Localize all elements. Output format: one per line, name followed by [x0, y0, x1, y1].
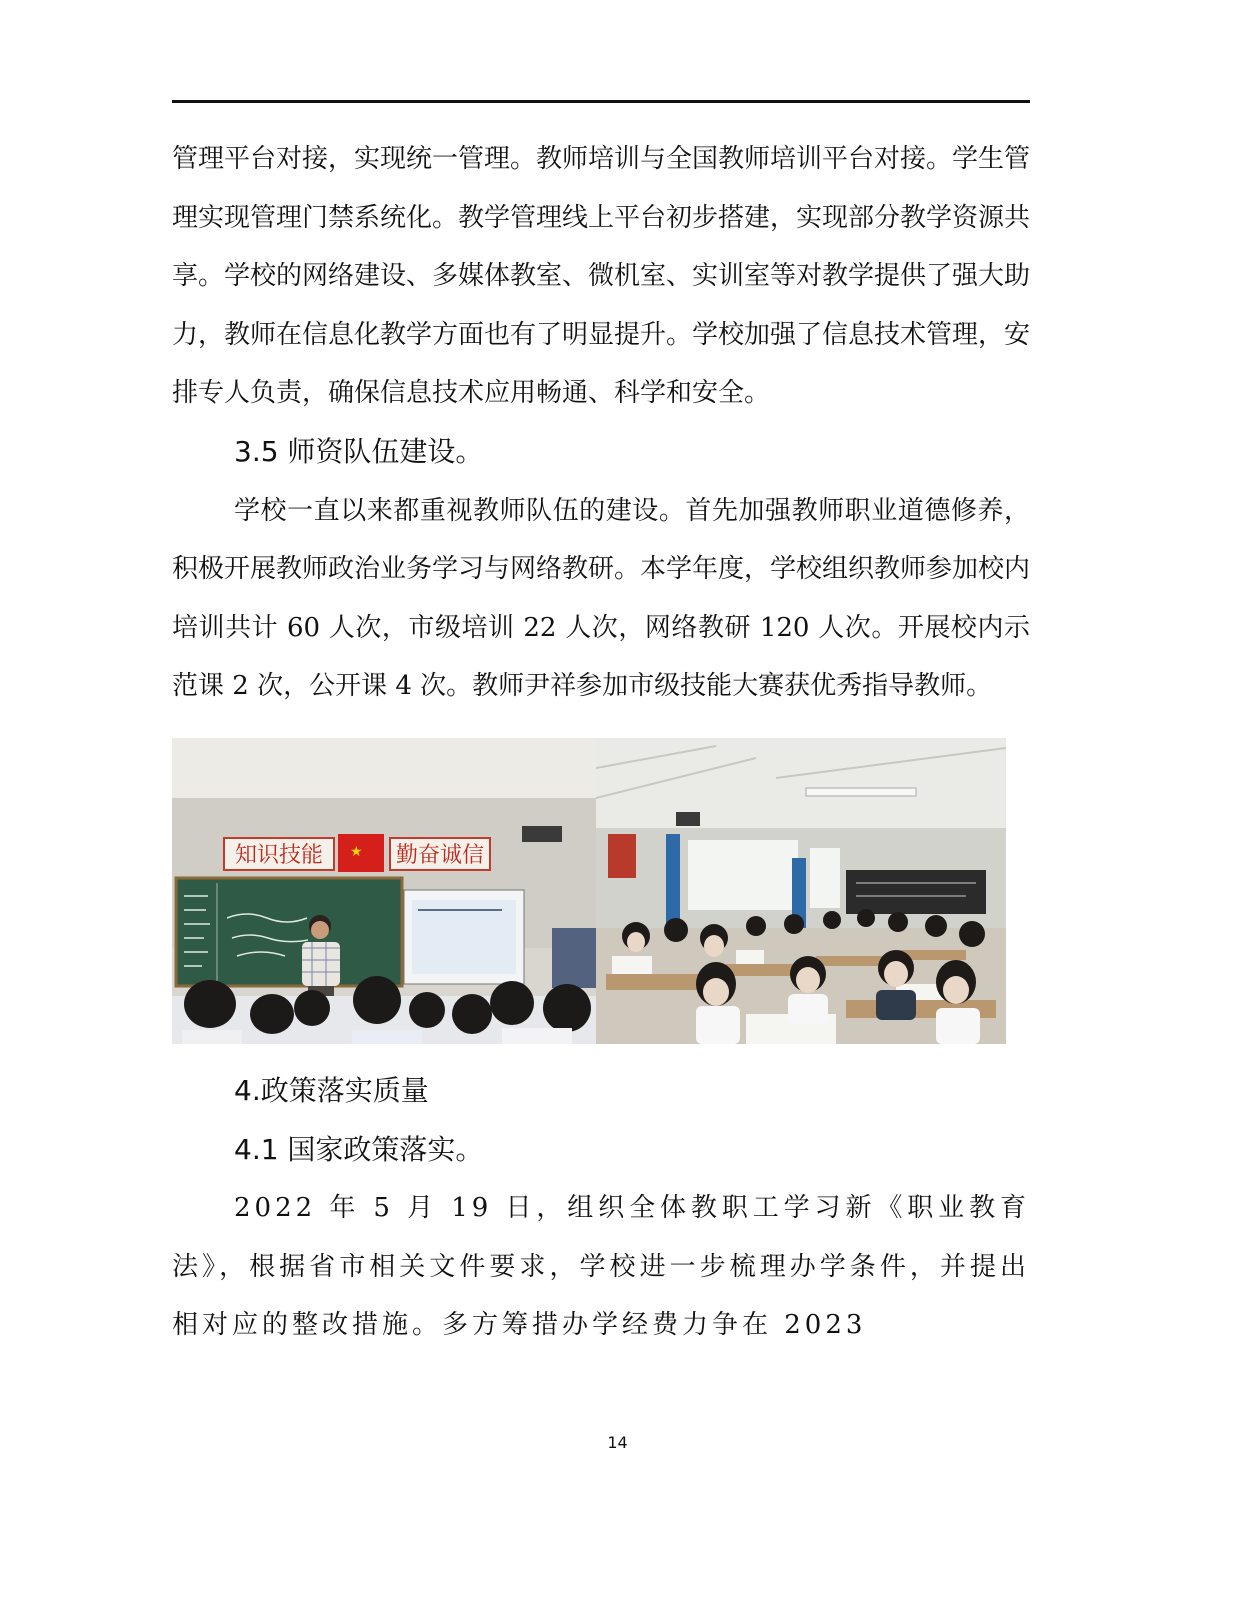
paragraph-info-tech: 管理平台对接，实现统一管理。教师培训与全国教师培训平台对接。学生管理实现管理门禁系统化。教学管理线上平台初步搭建，实现部分教学资源共享。学校的网络建设、多媒体教室、微机室、实训室等对教学提供了强大助力，教师在信息化教学方面也有了明显提升。学校加强了信息技术管理，安排专人负责，确保信息技术应用畅通、科学和安全。	[172, 144, 1031, 409]
banner-right-text: 勤奋诚信	[395, 842, 485, 868]
banner-left-text: 知识技能	[234, 842, 324, 868]
page-number: 14	[607, 1433, 628, 1452]
photo-teacher-lecture	[172, 738, 596, 1044]
page-body	[172, 130, 1030, 1355]
paragraph-teacher-team: 学校一直以来都重视教师队伍的建设。首先加强教师职业道德修养，积极开展教师政治业务学习与网络教研。本学年度，学校组织教师参加校内培训共计 60 人次，市级培训 22 人次，网络教研 120 人次。开展校内示范课 2 次，公开课 4 次。教师尹祥参加市级技能大赛获优秀指导教师。	[172, 495, 1031, 702]
classroom-photos	[172, 738, 1006, 1044]
heading-4-1: 4.1 国家政策落实。	[234, 1132, 484, 1166]
heading-3-5: 3.5 师资队伍建设。	[234, 434, 484, 468]
svg-text:★: ★	[350, 843, 363, 860]
heading-4: 4.政策落实质量	[234, 1073, 429, 1107]
photo-students-classroom	[596, 738, 1006, 1044]
header-rule	[172, 100, 1030, 103]
paragraph-policy: 2022 年 5 月 19 日，组织全体教职工学习新《职业教育法》，根据省市相关文件要求，学校进一步梳理办学条件，并提出相对应的整改措施。多方筹措办学经费力争在 2023	[172, 1193, 1030, 1341]
